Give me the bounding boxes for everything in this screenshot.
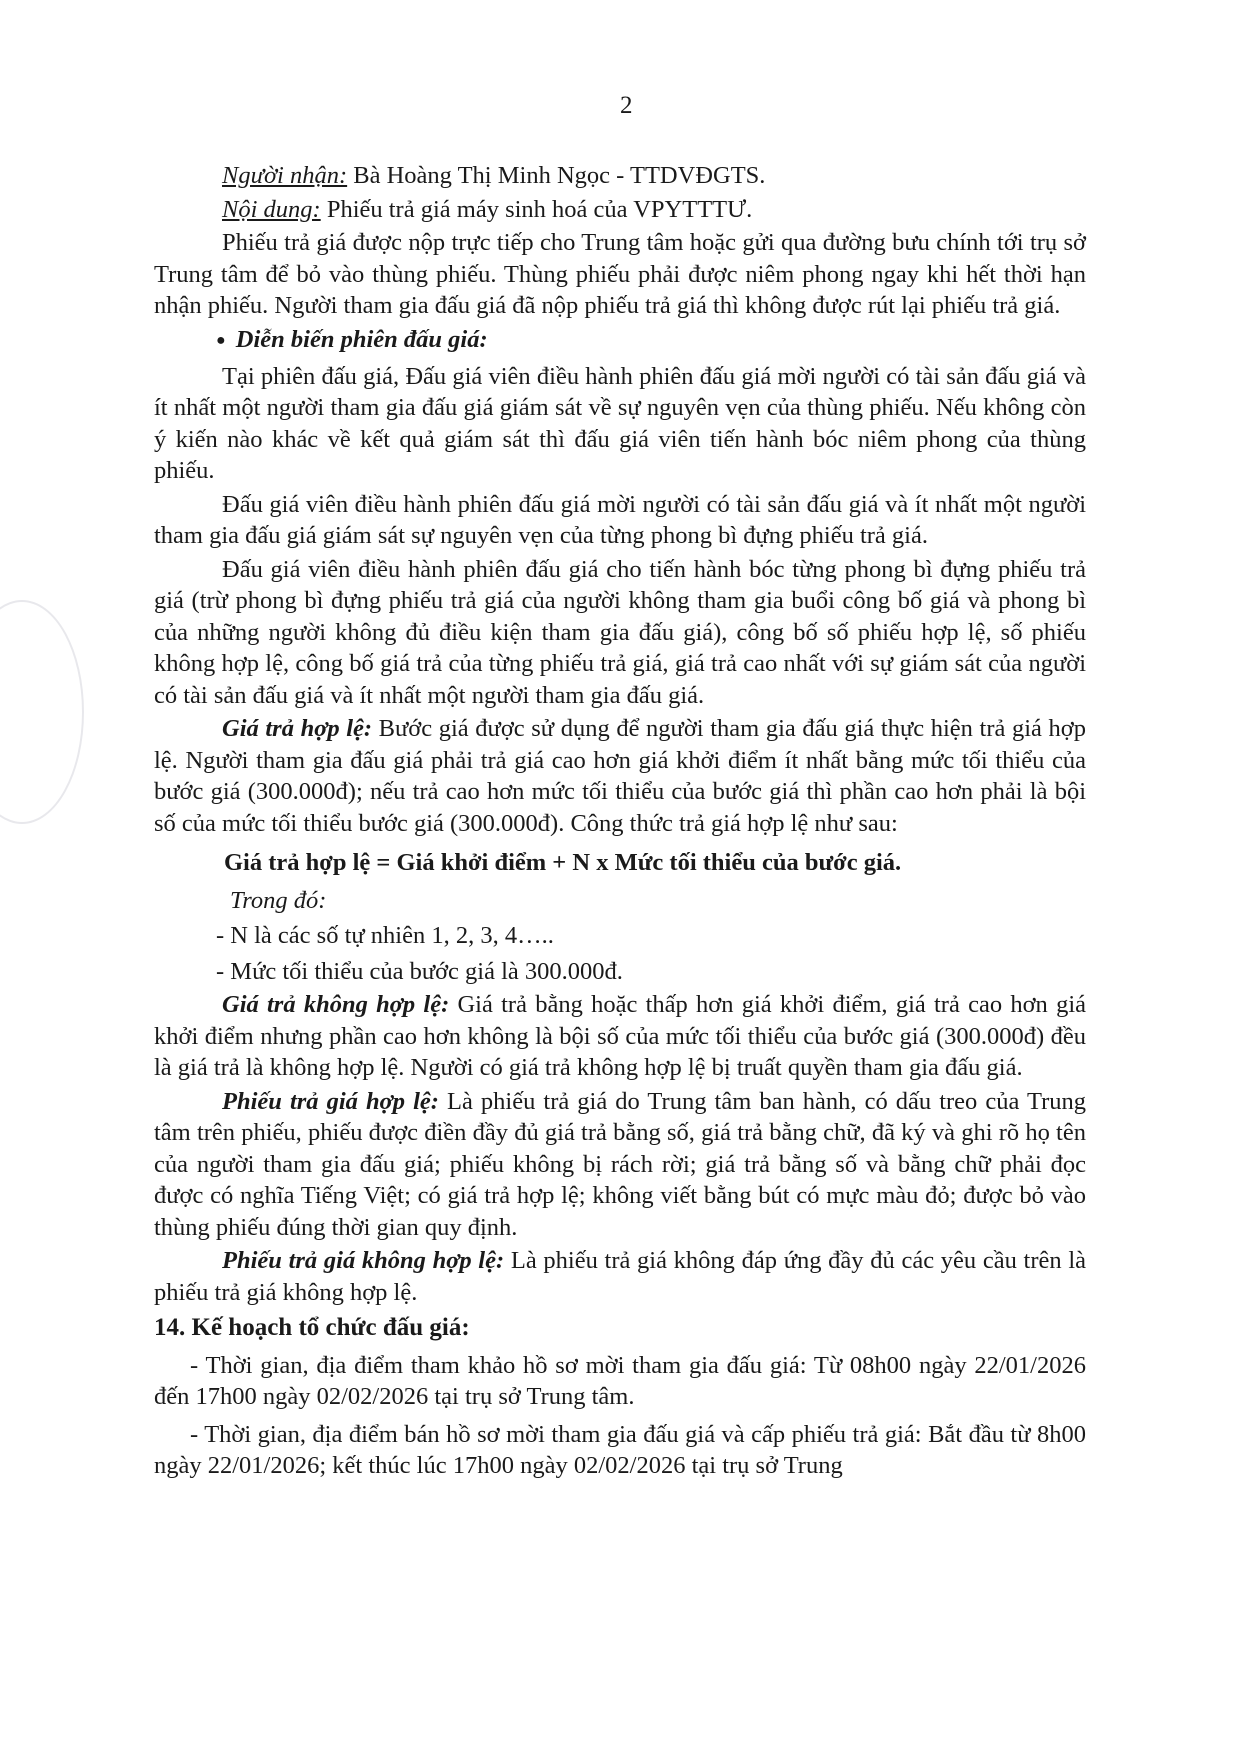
invalid-ticket-paragraph <box>154 1245 1086 1308</box>
valid-ticket-label: Phiếu trả giá hợp lệ: <box>222 1087 439 1115</box>
valid-bid-text: Bước giá được sử dụng để người tham gia đấu giá thực hiện trả giá hợp lệ. Người tham gia đấu giá phải trả giá cao hơn giá khởi điểm ít nhất bằng mức tối thiểu của bước giá (300.000đ); nếu trả cao hơn mức tối thiểu của bước giá thì phần cao hơn phải là bội số của mức tối thiểu bước giá (300.000đ). Công thức trả giá hợp lệ như sau: <box>154 715 1086 837</box>
plan-item: - Thời gian, địa điểm bán hồ sơ mời tham gia đấu giá và cấp phiếu trả giá: Bắt đầu từ 8h00 ngày 22/01/2026; kết thúc lúc 17h00 ngày 02/02/2026 tại trụ sở Trung <box>154 1420 1086 1480</box>
content-line <box>154 194 1086 226</box>
page-number: 2 <box>620 92 633 119</box>
plan-item: - Thời gian, địa điểm tham khảo hồ sơ mời tham gia đấu giá: Từ 08h00 ngày 22/01/2026 đến 17h00 ngày 02/02/2026 tại trụ sở Trung tâm. <box>154 1351 1086 1411</box>
bid-formula: Giá trả hợp lệ = Giá khởi điểm + N x Mức tối thiểu của bước giá. <box>224 849 902 877</box>
recipient-label: Người nhận: <box>222 162 348 189</box>
invalid-ticket-label: Phiếu trả giá không hợp lệ: <box>222 1247 505 1275</box>
faded-stamp-mark <box>0 600 84 824</box>
session-heading-text: Diễn biến phiên đấu giá: <box>235 325 488 353</box>
where-item: - Mức tối thiểu của bước giá là 300.000đ. <box>216 957 623 985</box>
invalid-bid-label: Giá trả không hợp lệ: <box>222 991 450 1019</box>
recipient-text: Bà Hoàng Thị Minh Ngọc - TTDVĐGTS. <box>347 162 766 189</box>
invalid-bid-text: Giá trả bằng hoặc thấp hơn giá khởi điểm, giá trả cao hơn giá khởi điểm nhưng phần cao hơn không là bội số của mức tối thiểu của bước giá (300.000đ) đều là giá trả là không hợp lệ. Người có giá trả không hợp lệ bị truất quyền tham gia đấu giá. <box>154 991 1086 1082</box>
bullet-dot-icon: ● <box>216 332 226 350</box>
plan-heading: 14. Kế hoạch tổ chức đấu giá: <box>154 1314 470 1342</box>
valid-bid-paragraph <box>154 713 1086 839</box>
valid-ticket-paragraph <box>154 1086 1086 1244</box>
content-label: Nội dung: <box>222 195 321 223</box>
submission-paragraph: Phiếu trả giá được nộp trực tiếp cho Trung tâm hoặc gửi qua đường bưu chính tới trụ sở Trung tâm để bỏ vào thùng phiếu. Thùng phiếu phải được niêm phong ngay khi hết thời hạn nhận phiếu. Người tham gia đấu giá đã nộp phiếu trả giá thì không được rút lại phiếu trả giá. <box>154 229 1086 319</box>
content-text: Phiếu trả giá máy sinh hoá của VPYTTTƯ. <box>320 195 753 223</box>
session-paragraph: Tại phiên đấu giá, Đấu giá viên điều hành phiên đấu giá mời người có tài sản đấu giá và ít nhất một người tham gia đấu giá giám sát về sự nguyên vẹn của thùng phiếu. Nếu không còn ý kiến nào khác về kết quả giám sát thì đấu giá viên tiến hành bóc niêm phong của thùng phiếu. <box>154 362 1086 485</box>
invalid-bid-paragraph <box>154 989 1086 1084</box>
valid-ticket-text: Là phiếu trả giá do Trung tâm ban hành, có dấu treo của Trung tâm trên phiếu, phiếu được điền đầy đủ giá trả bằng số, giá trả bằng chữ, đã ký và ghi rõ họ tên của người tham gia đấu giá; phiếu không bị rách rời; giá trả bằng số và bằng chữ phải đọc được có nghĩa Tiếng Việt; có giá trả hợp lệ; không viết bằng bút có mực màu đỏ; được bỏ vào thùng phiếu đúng thời gian quy định. <box>154 1087 1086 1241</box>
session-paragraph: Đấu giá viên điều hành phiên đấu giá cho tiến hành bóc từng phong bì đựng phiếu trả giá (trừ phong bì đựng phiếu trả giá của người không tham gia buổi công bố giá và phong bì của những người không đủ điều kiện tham gia đấu giá), công bố số phiếu hợp lệ, số phiếu không hợp lệ, công bố giá trả của từng phiếu trả giá, giá trả cao nhất với sự giám sát của người có tài sản đấu giá và ít nhất một người tham gia đấu giá. <box>154 555 1086 709</box>
session-paragraph: Đấu giá viên điều hành phiên đấu giá mời người có tài sản đấu giá và ít nhất một người tham gia đấu giá giám sát sự nguyên vẹn của từng phong bì đựng phiếu trả giá. <box>154 490 1086 550</box>
session-heading <box>154 324 1086 357</box>
document-body <box>154 160 1086 1484</box>
where-label: Trong đó: <box>230 886 327 914</box>
recipient-line <box>154 160 1086 192</box>
invalid-ticket-text: Là phiếu trả giá không đáp ứng đầy đủ các yêu cầu trên là phiếu trả giá không hợp lệ. <box>154 1247 1086 1306</box>
valid-bid-label: Giá trả hợp lệ: <box>222 715 373 743</box>
where-item: - N là các số tự nhiên 1, 2, 3, 4….. <box>216 922 554 950</box>
